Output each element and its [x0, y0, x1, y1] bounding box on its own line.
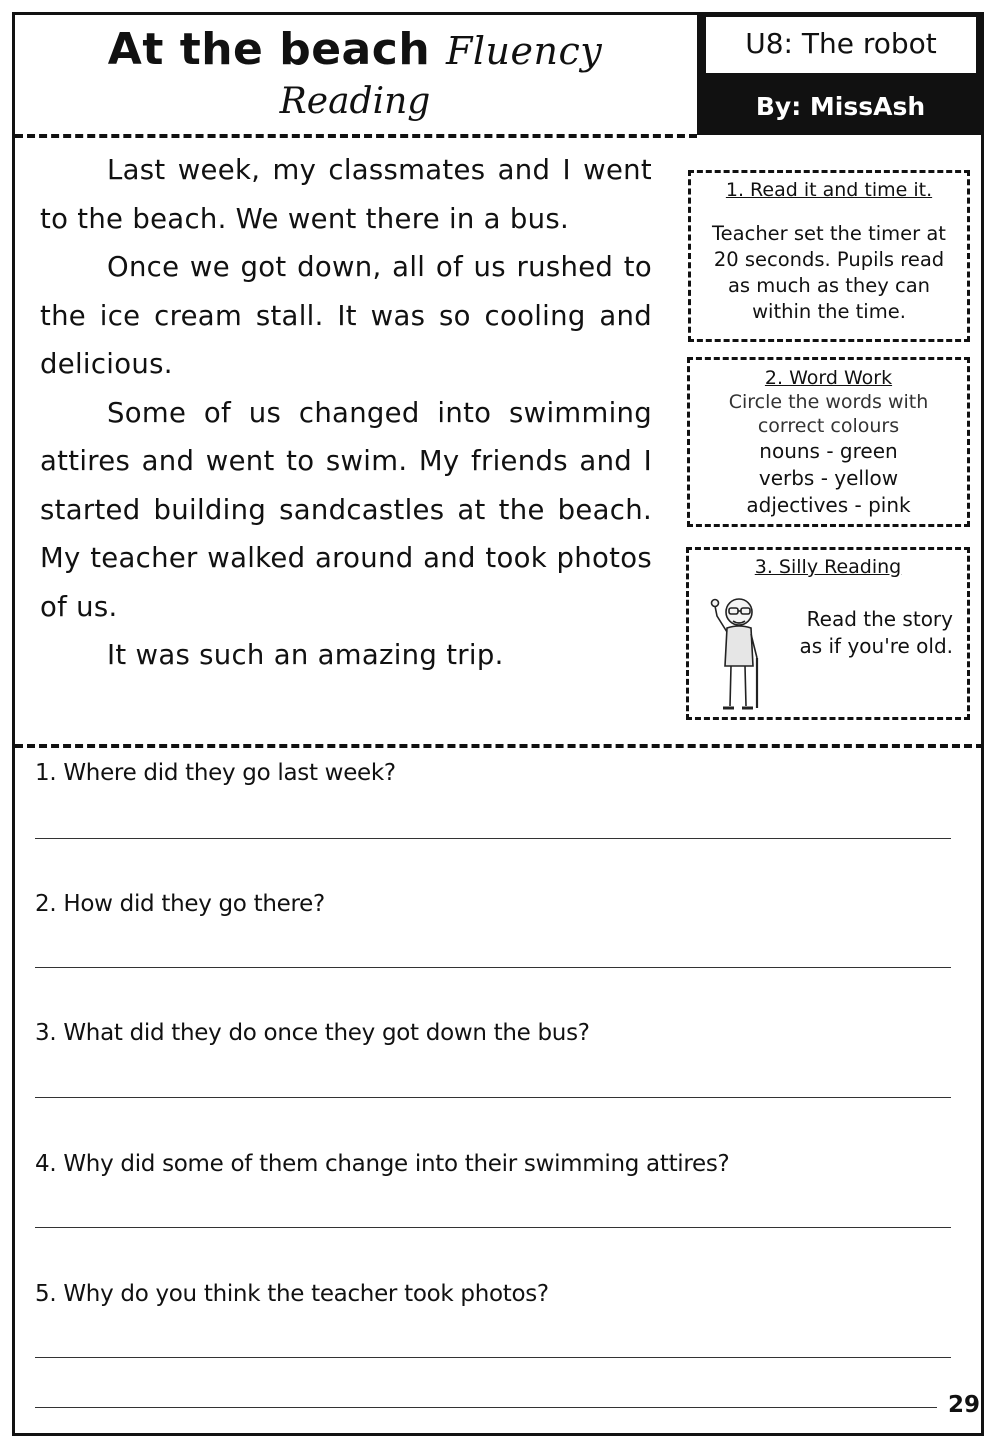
unit-label: U8: The robot [704, 15, 978, 75]
answer-line[interactable] [35, 1407, 937, 1408]
word-work-heading: 2. Word Work [764, 367, 893, 389]
nouns-colour: nouns - green [759, 439, 898, 463]
title-main-text: At the beach [107, 24, 431, 75]
title-fluency: Fluency [445, 29, 603, 73]
old-man-illustration [709, 588, 771, 716]
adjectives-colour: adjectives - pink [746, 493, 911, 517]
answer-line[interactable] [35, 838, 951, 839]
read-time-heading: 1. Read it and time it. [725, 179, 933, 201]
title-main [15, 23, 695, 78]
story-paragraph: It was such an amazing trip. [107, 639, 504, 671]
answer-line[interactable] [35, 967, 951, 968]
story-paragraph: Some of us changed into swimming attires and went to swim. My friends and I started building sandcastles at the beach. My teacher walked around and took photos of us. [40, 396, 652, 623]
header-divider [15, 134, 697, 138]
question-4: 4. Why did some of them change into their swimming attires? [35, 1151, 730, 1177]
title-reading: Reading [279, 81, 431, 122]
reading-passage [40, 146, 652, 680]
story-paragraph: Last week, my classmates and I went to the beach. We went there in a bus. [40, 154, 652, 235]
read-time-text: Teacher set the timer at 20 seconds. Pupils read as much as they can within the time. [712, 222, 946, 323]
answer-line[interactable] [35, 1227, 951, 1228]
silly-reading-heading: 3. Silly Reading [754, 556, 902, 578]
silly-reading-text: Read the story as if you're old. [799, 607, 953, 658]
page-number: 29 [948, 1392, 981, 1418]
section-divider [15, 744, 984, 748]
answer-line[interactable] [35, 1097, 951, 1098]
silly-reading-box [686, 547, 970, 720]
question-2: 2. How did they go there? [35, 891, 325, 917]
question-1: 1. Where did they go last week? [35, 760, 396, 786]
question-3: 3. What did they do once they got down the bus? [35, 1020, 590, 1046]
worksheet-title [15, 15, 695, 133]
word-work-instruction: Circle the words with correct colours [728, 391, 929, 437]
question-5: 5. Why do you think the teacher took photos? [35, 1281, 549, 1307]
story-paragraph: Once we got down, all of us rushed to the ice cream stall. It was so cooling and delicious. [40, 251, 652, 380]
read-time-box [688, 170, 970, 342]
author-byline: By: MissAsh [755, 92, 926, 121]
verbs-colour: verbs - yellow [758, 466, 899, 490]
word-work-box [687, 357, 970, 527]
answer-line[interactable] [35, 1357, 951, 1358]
